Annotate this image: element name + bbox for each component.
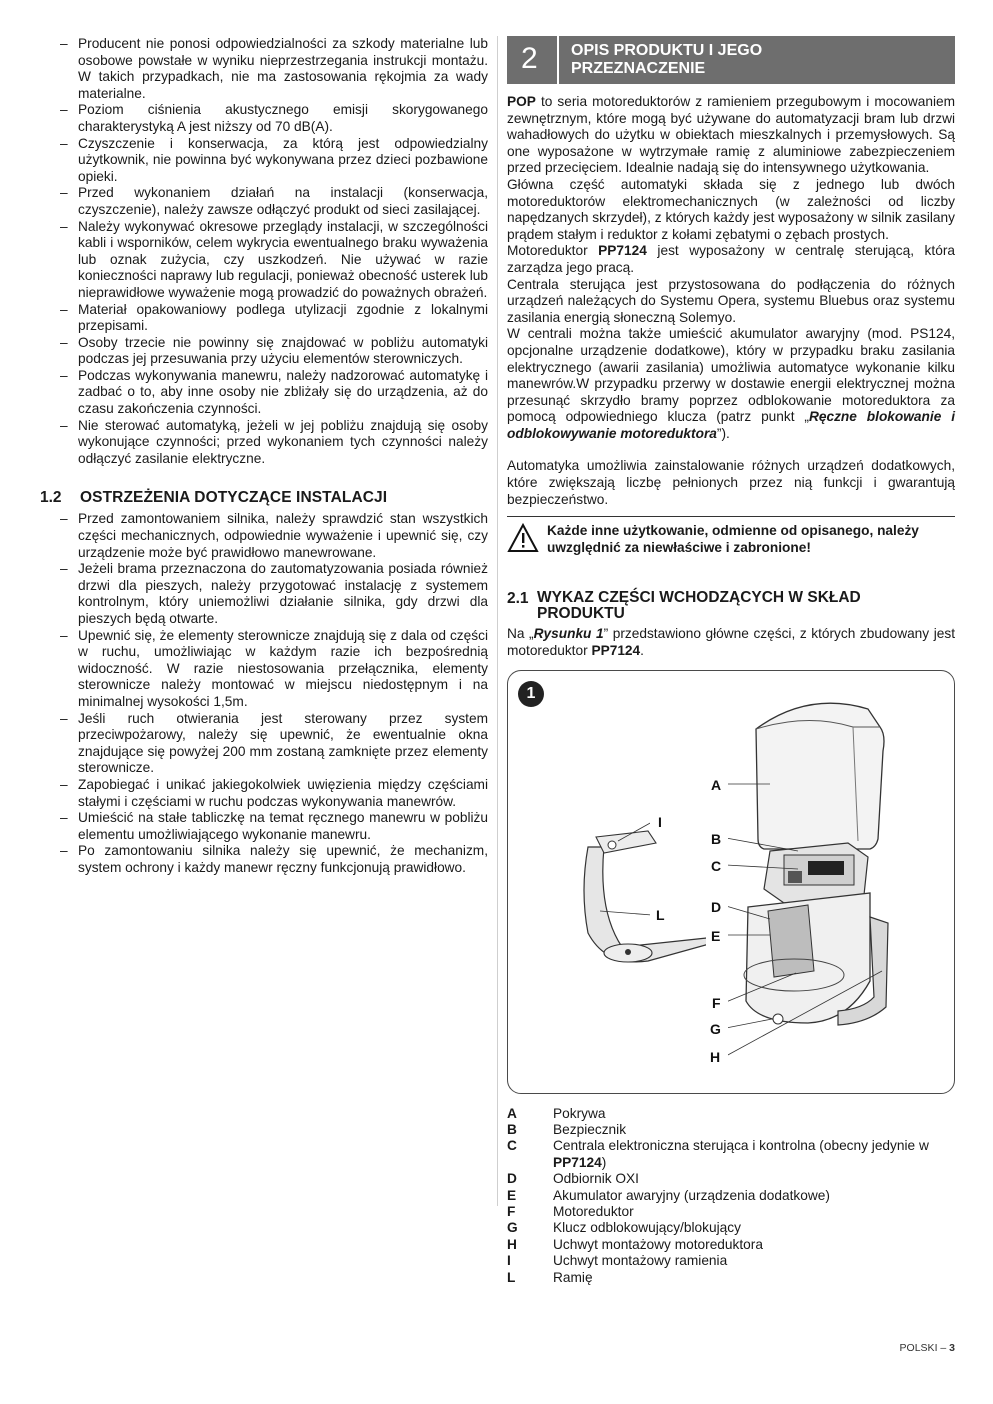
paragraph: Automatyka umożliwia zainstalowanie różnych urządzeń dodatkowych, które zwiększają liczbę pełnionych przez nią funkcji i gwarantują bezpieczeństwo. bbox=[507, 458, 955, 507]
list-item: – Po zamontowaniu silnika należy się upewnić, że mechanizm, system ochrony i każdy manewr ręczny funkcjonują prawidłowo. bbox=[78, 843, 488, 876]
chapter-title-line: OPIS PRODUKTU I JEGO bbox=[571, 42, 763, 59]
paragraph: Główna część automatyki składa się z jednego lub dwóch motoreduktorów elektromechanicznych (w zależności od liczby napędzanych skrzydeł), z których każdy jest wyposażony w silnik zasilany prądem stałym i reduktor z kołami zębatymi o zębach prostych. bbox=[507, 176, 955, 242]
page-number: 3 bbox=[949, 1342, 955, 1354]
label-g: G bbox=[710, 1020, 721, 1037]
legend-value: Pokrywa bbox=[553, 1105, 606, 1121]
legend-value: Uchwyt montażowy motoreduktora bbox=[553, 1236, 763, 1252]
legend-key: E bbox=[507, 1187, 517, 1203]
legend-key: F bbox=[507, 1204, 516, 1220]
list-item: – Należy wykonywać okresowe przeglądy instalacji, w szczególności kabli i wsporników, celem wykrycia ewentualnego braku wyważenia lub oznak zużycia, czy uszkodzeń. Nie używać w razie konieczności naprawy lub regulacji, ponieważ obecność usterek lub nieprawidłowe wyważenie mogą prowadzić do poważnych obrażeń. bbox=[78, 219, 488, 302]
chapter-title-line: PRZEZNACZENIE bbox=[571, 60, 706, 77]
paragraph bbox=[507, 326, 955, 442]
model-name: PP7124 bbox=[591, 643, 641, 659]
list-item: – Jeśli ruch otwierania jest sterowany przez system przeciwpożarowy, należy się upewnić, że ewentualnie okna znajdujące się powyżej 200 mm zostaną zamknięte przez elementy sterownicze. bbox=[78, 711, 488, 777]
legend-value-text: Centrala elektroniczna sterująca i kontrolna (obecny jedynie w bbox=[553, 1138, 929, 1154]
label-c: C bbox=[711, 857, 722, 874]
legend-key: H bbox=[507, 1236, 517, 1252]
column-divider bbox=[497, 36, 498, 1206]
legend-value: Akumulator awaryjny (urządzenia dodatkowe) bbox=[553, 1187, 830, 1203]
list-item: – Przed wykonaniem działań na instalacji (konserwacja, czyszczenie), należy zawsze odłączyć produkt od sieci zasilającej. bbox=[78, 185, 488, 218]
legend-value-text: ) bbox=[601, 1154, 607, 1170]
legend-value: Ramię bbox=[553, 1269, 593, 1285]
legend-value bbox=[553, 1138, 955, 1171]
legend-value: Odbiornik OXI bbox=[553, 1171, 639, 1187]
list-item: – Podczas wykonywania manewru, należy nadzorować automatykę i zadbać o to, aby inne osoby nie zbliżały się do urządzenia, aż do czasu zakończenia czynności. bbox=[78, 368, 488, 418]
legend-key: A bbox=[507, 1105, 517, 1121]
list-item: – Poziom ciśnienia akustycznego emisji skorygowanego charakterystyką A jest niższy od 70 dB(A). bbox=[78, 102, 488, 135]
label-l: L bbox=[656, 906, 665, 923]
legend-row bbox=[507, 1237, 955, 1253]
section-title bbox=[537, 590, 861, 622]
section-title-line: WYKAZ CZĘŚCI WCHODZĄCYCH W SKŁAD bbox=[537, 589, 861, 607]
legend-row bbox=[507, 1188, 955, 1204]
motor-illustration bbox=[508, 671, 954, 1093]
parts-legend bbox=[507, 1106, 955, 1286]
label-h: H bbox=[710, 1048, 721, 1065]
legend-key: C bbox=[507, 1138, 517, 1154]
model-name: PP7124 bbox=[598, 243, 647, 259]
list-item: – Zapobiegać i unikać jakiegokolwiek uwięzienia między częściami stałymi i częściami w ruchu podczas wykonywania manewrów. bbox=[78, 777, 488, 810]
paragraph-text: jest wyposażony w centralę sterującą, która zarządza jego pracą. bbox=[507, 243, 955, 275]
warning-text: Każde inne użytkowanie, odmienne od opisanego, należy uwzględnić za niewłaściwe i zabronione! bbox=[547, 523, 919, 555]
label-b: B bbox=[711, 830, 722, 847]
legend-row bbox=[507, 1138, 955, 1171]
legend-row bbox=[507, 1220, 955, 1236]
legend-key: I bbox=[507, 1253, 511, 1269]
paragraph-text: . bbox=[640, 643, 644, 659]
paragraph-text: ”). bbox=[716, 425, 730, 441]
list-item: – Upewnić się, że elementy sterownicze znajdują się z dala od części w ruchu, umożliwiając w każdym razie ich bezpośrednią widoczność. W razie niestosowania przełącznika, elementy sterownicze należy montować w miejscu niedostępnym i na minimalnej wysokości 1,5m. bbox=[78, 628, 488, 711]
paragraph-text: W centrali można także umieścić akumulator awaryjny (mod. PS124, opcjonalne urządzenie dodatkowe), który w przypadku braku zasilania elektrycznego (awarii zasilania) umożliwia automatyce wykonanie kilku manewrów.W przypadku przerwy w dostawie energii elektrycznej można przesunąć skrzydło bramy poprzez odblokowanie motoreduktora za pomocą odpowiedniego klucza (patrz punkt „ bbox=[507, 326, 955, 425]
paragraph-text: ” przedstawiono główne części, z których zbudowany jest motoreduktor bbox=[507, 626, 955, 659]
legend-value: Uchwyt montażowy ramienia bbox=[553, 1253, 728, 1269]
legend-key: D bbox=[507, 1171, 517, 1187]
figure-1 bbox=[507, 670, 955, 1094]
legend-key: L bbox=[507, 1269, 516, 1285]
paragraph-text: Na „ bbox=[507, 626, 534, 642]
section-number: 1.2 bbox=[40, 489, 62, 507]
left-column bbox=[40, 36, 488, 877]
right-column bbox=[507, 36, 955, 1286]
section-heading-1-2 bbox=[40, 489, 488, 507]
legend-value: Motoreduktor bbox=[553, 1204, 634, 1220]
list-item: – Nie sterować automatyką, jeżeli w jej pobliżu znajdują się osoby wykonujące czynności; przed wykonaniem tych czynności należy odłączyć zasilanie elektryczne. bbox=[78, 418, 488, 468]
section-title: OSTRZEŻENIA DOTYCZĄCE INSTALACJI bbox=[80, 489, 388, 507]
legend-key: G bbox=[507, 1220, 518, 1236]
label-e: E bbox=[711, 927, 721, 944]
list-item: – Przed zamontowaniem silnika, należy sprawdzić stan wszystkich części mechanicznych, odpowiednie wyważenie i upewnić się, czy urządzenie może być prawidłowo manewrowane. bbox=[78, 511, 488, 561]
list-item: – Materiał opakowaniowy podlega utylizacji zgodnie z lokalnymi przepisami. bbox=[78, 302, 488, 335]
legend-row bbox=[507, 1106, 955, 1122]
installation-warnings-list bbox=[40, 511, 488, 876]
legend-row bbox=[507, 1204, 955, 1220]
paragraph bbox=[507, 94, 955, 177]
warning-box bbox=[507, 516, 955, 556]
list-item: – Producent nie ponosi odpowiedzialności za szkody materialne lub osobowe powstałe w wyniku nieprzestrzegania instrukcji montażu. W takich przypadkach, nie ma zastosowania rękojmia za wady materialne. bbox=[78, 36, 488, 102]
label-f: F bbox=[712, 994, 721, 1011]
chapter-title bbox=[571, 42, 941, 78]
list-item: – Osoby trzecie nie powinny się znajdować w pobliżu automatyki podczas jej przesuwania przy użyciu elementów sterowniczych. bbox=[78, 335, 488, 368]
paragraph bbox=[507, 243, 955, 276]
list-item: – Umieścić na stałe tabliczkę na temat ręcznego manewru w pobliżu elementu umożliwiającego wykonanie manewru. bbox=[78, 810, 488, 843]
legend-row bbox=[507, 1171, 955, 1187]
legend-value: Bezpiecznik bbox=[553, 1122, 627, 1138]
legend-row bbox=[507, 1122, 955, 1138]
list-item: – Czyszczenie i konserwacja, za którą jest odpowiedzialny użytkownik, nie powinna być wykonywana przez dzieci pozbawione opieki. bbox=[78, 136, 488, 186]
label-d: D bbox=[711, 898, 722, 915]
legend-key: B bbox=[507, 1122, 517, 1138]
paragraph-text: Motoreduktor bbox=[507, 243, 599, 259]
product-name: POP bbox=[507, 94, 536, 109]
section-number: 2.1 bbox=[507, 590, 529, 608]
reference-link-text: Ręczne blokowanie i odblokowywanie motoreduktora bbox=[507, 409, 955, 441]
paragraph bbox=[507, 626, 955, 659]
page-footer bbox=[900, 1342, 955, 1354]
label-a: A bbox=[711, 776, 722, 793]
list-item: – Jeżeli brama przeznaczona do zautomatyzowania posiada również drzwi dla pieszych, należy przygotować instalację z systemem kontrolnym, który uniemożliwi działanie silnika, gdy drzwi dla pieszych będą otwarte. bbox=[78, 561, 488, 627]
figure-number-badge: 1 bbox=[518, 681, 544, 707]
section-heading-2-1 bbox=[507, 590, 955, 622]
legend-row bbox=[507, 1270, 955, 1286]
chapter-number: 2 bbox=[521, 42, 538, 75]
safety-list bbox=[40, 36, 488, 467]
paragraph-text: to seria motoreduktorów z ramieniem przegubowym i mocowaniem zewnętrznym, które mogą być używane do automatyzacji bram lub drzwi wahadłowych do użytku w obiektach mieszkalnych i przemysłowych. Są one wyposażone w wytrzymałe ramię z aluminiowe zabezpieczeniem przed przecięciem. Idealnie nadają się do intensywnego użytkowania. bbox=[507, 94, 955, 176]
warning-icon bbox=[507, 523, 539, 553]
model-name: PP7124 bbox=[553, 1154, 602, 1170]
legend-row bbox=[507, 1253, 955, 1269]
chapter-heading bbox=[507, 36, 955, 84]
section-title-line: PRODUKTU bbox=[537, 605, 625, 623]
label-i: I bbox=[658, 813, 662, 830]
chapter-separator bbox=[557, 36, 559, 84]
legend-value: Klucz odblokowujący/blokujący bbox=[553, 1220, 741, 1236]
figure-reference: Rysunku 1 bbox=[533, 626, 604, 642]
footer-language: POLSKI – bbox=[899, 1342, 950, 1354]
paragraph: Centrala sterująca jest przystosowana do podłączenia do różnych urządzeń należących do Systemu Opera, systemu Bluebus oraz systemu zasilania energią słoneczną Solemyo. bbox=[507, 276, 955, 325]
